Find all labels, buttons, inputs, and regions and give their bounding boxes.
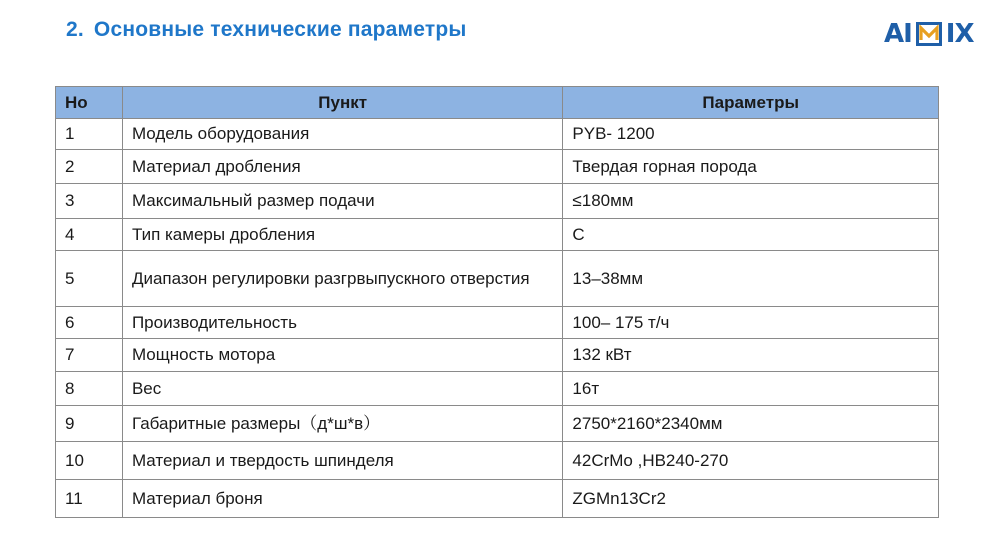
- logo-text-right: IX: [945, 19, 974, 49]
- row-item: Вес: [122, 372, 562, 406]
- row-item: Габаритные размеры（д*ш*в）: [122, 406, 562, 442]
- row-param: ZGMn13Cr2: [563, 480, 939, 518]
- row-number: 5: [56, 251, 123, 307]
- table-row: [56, 219, 939, 251]
- row-param: PYB- 1200: [563, 119, 939, 150]
- table-row: [56, 442, 939, 480]
- row-number: 4: [56, 219, 123, 251]
- table-row: [56, 119, 939, 150]
- header-item: Пункт: [122, 87, 562, 119]
- table-row: [56, 480, 939, 518]
- logo-m-mark-icon: [914, 19, 944, 49]
- table-row: [56, 339, 939, 372]
- row-item: Материал и твердость шпинделя: [122, 442, 562, 480]
- row-number: 10: [56, 442, 123, 480]
- row-item: Диапазон регулировки разгрвыпускного отверстия: [122, 251, 562, 307]
- table-header-row: [56, 87, 939, 119]
- specs-table: [55, 86, 939, 518]
- row-param: Твердая горная порода: [563, 150, 939, 184]
- row-param: 100– 175 т/ч: [563, 307, 939, 339]
- header-no: Но: [56, 87, 123, 119]
- table-row: [56, 251, 939, 307]
- page-heading: [66, 18, 467, 42]
- row-param: ≤180мм: [563, 184, 939, 219]
- row-item: Материал дробления: [122, 150, 562, 184]
- heading-title: Основные технические параметры: [93, 18, 467, 41]
- row-number: 2: [56, 150, 123, 184]
- row-param: C: [563, 219, 939, 251]
- table-row: [56, 307, 939, 339]
- row-item: Производительность: [122, 307, 562, 339]
- row-param: 2750*2160*2340мм: [563, 406, 939, 442]
- row-item: Материал броня: [122, 480, 562, 518]
- row-param: 13–38мм: [563, 251, 939, 307]
- row-item: Тип камеры дробления: [122, 219, 562, 251]
- row-number: 6: [56, 307, 123, 339]
- aimix-logo: [884, 14, 988, 54]
- logo-text-left: AI: [884, 19, 912, 49]
- table-row: [56, 150, 939, 184]
- row-param: 16т: [563, 372, 939, 406]
- row-number: 11: [56, 480, 123, 518]
- row-param: 132 кВт: [563, 339, 939, 372]
- row-number: 8: [56, 372, 123, 406]
- row-number: 9: [56, 406, 123, 442]
- table-row: [56, 406, 939, 442]
- row-item: Модель оборудования: [122, 119, 562, 150]
- heading-number: 2.: [66, 18, 84, 41]
- row-item: Максимальный размер подачи: [122, 184, 562, 219]
- row-number: 1: [56, 119, 123, 150]
- row-param: 42CrMo ,HB240-270: [563, 442, 939, 480]
- row-item: Мощность мотора: [122, 339, 562, 372]
- table-row: [56, 184, 939, 219]
- row-number: 7: [56, 339, 123, 372]
- row-number: 3: [56, 184, 123, 219]
- table-row: [56, 372, 939, 406]
- header-params: Параметры: [563, 87, 939, 119]
